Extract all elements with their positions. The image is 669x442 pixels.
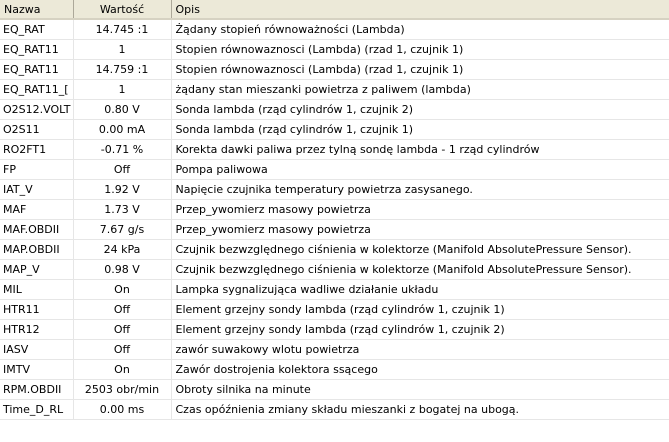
cell-name: EQ_RAT11 [0, 60, 73, 80]
cell-name: EQ_RAT11 [0, 40, 73, 60]
cell-name: Time_D_RL [0, 400, 73, 420]
table-row[interactable] [0, 200, 669, 220]
table-row[interactable] [0, 220, 669, 240]
table-row[interactable] [0, 80, 669, 100]
table-row[interactable] [0, 320, 669, 340]
cell-value: 14.759 :1 [73, 60, 171, 80]
cell-description: Element grzejny sondy lambda (rząd cylindrów 1, czujnik 1) [171, 300, 669, 320]
cell-value: On [73, 360, 171, 380]
table-row[interactable] [0, 400, 669, 420]
cell-name: IAT_V [0, 180, 73, 200]
table-row[interactable] [0, 120, 669, 140]
cell-value: 0.98 V [73, 260, 171, 280]
cell-name: O2S12.VOLT [0, 100, 73, 120]
cell-value: 2503 obr/min [73, 380, 171, 400]
table-row[interactable] [0, 19, 669, 40]
column-header-description[interactable]: Opis [171, 0, 669, 19]
cell-value: 14.745 :1 [73, 19, 171, 40]
column-header-value[interactable]: Wartość [73, 0, 171, 19]
table-header-row [0, 0, 669, 19]
cell-value: On [73, 280, 171, 300]
cell-description: Korekta dawki paliwa przez tylną sondę lambda - 1 rząd cylindrów [171, 140, 669, 160]
cell-description: Lampka sygnalizująca wadliwe działanie układu [171, 280, 669, 300]
cell-name: MAF [0, 200, 73, 220]
cell-description: Pompa paliwowa [171, 160, 669, 180]
cell-name: MIL [0, 280, 73, 300]
column-header-name[interactable]: Nazwa [0, 0, 73, 19]
cell-description: Żądany stopień równoważności (Lambda) [171, 19, 669, 40]
cell-description: Czas opóźnienia zmiany składu mieszanki z bogatej na ubogą. [171, 400, 669, 420]
cell-name: EQ_RAT11_[ [0, 80, 73, 100]
cell-description: Sonda lambda (rząd cylindrów 1, czujnik 1) [171, 120, 669, 140]
cell-description: Przep_ywomierz masowy powietrza [171, 220, 669, 240]
cell-name: IMTV [0, 360, 73, 380]
cell-description: Napięcie czujnika temperatury powietrza zasysanego. [171, 180, 669, 200]
cell-value: Off [73, 300, 171, 320]
cell-value: 1 [73, 40, 171, 60]
cell-value: 7.67 g/s [73, 220, 171, 240]
table-row[interactable] [0, 280, 669, 300]
cell-name: MAP_V [0, 260, 73, 280]
table-row[interactable] [0, 340, 669, 360]
table-row[interactable] [0, 360, 669, 380]
cell-value: Off [73, 340, 171, 360]
cell-description: Zawór dostrojenia kolektora ssącego [171, 360, 669, 380]
cell-value: Off [73, 160, 171, 180]
cell-description: Sonda lambda (rząd cylindrów 1, czujnik 2) [171, 100, 669, 120]
cell-description: Czujnik bezwzględnego ciśnienia w kolektorze (Manifold AbsolutePressure Sensor). [171, 260, 669, 280]
cell-name: EQ_RAT [0, 19, 73, 40]
cell-value: 24 kPa [73, 240, 171, 260]
table-row[interactable] [0, 60, 669, 80]
cell-name: RPM.OBDII [0, 380, 73, 400]
cell-value: 0.00 ms [73, 400, 171, 420]
table-row[interactable] [0, 160, 669, 180]
table-row[interactable] [0, 240, 669, 260]
cell-value: 1.73 V [73, 200, 171, 220]
cell-name: RO2FT1 [0, 140, 73, 160]
cell-description: Element grzejny sondy lambda (rząd cylindrów 1, czujnik 2) [171, 320, 669, 340]
table-row[interactable] [0, 260, 669, 280]
cell-name: MAF.OBDII [0, 220, 73, 240]
cell-description: zawór suwakowy wlotu powietrza [171, 340, 669, 360]
cell-description: Czujnik bezwzględnego ciśnienia w kolektorze (Manifold AbsolutePressure Sensor). [171, 240, 669, 260]
cell-name: HTR11 [0, 300, 73, 320]
cell-value: 1 [73, 80, 171, 100]
cell-description: Stopien równowaznosci (Lambda) (rzad 1, czujnik 1) [171, 40, 669, 60]
cell-value: 0.00 mA [73, 120, 171, 140]
table-row[interactable] [0, 300, 669, 320]
cell-value: 1.92 V [73, 180, 171, 200]
cell-description: Przep_ywomierz masowy powietrza [171, 200, 669, 220]
cell-name: FP [0, 160, 73, 180]
cell-name: HTR12 [0, 320, 73, 340]
cell-name: O2S11 [0, 120, 73, 140]
table-row[interactable] [0, 140, 669, 160]
table-row[interactable] [0, 380, 669, 400]
cell-name: MAP.OBDII [0, 240, 73, 260]
cell-value: -0.71 % [73, 140, 171, 160]
cell-description: żądany stan mieszanki powietrza z paliwem (lambda) [171, 80, 669, 100]
cell-value: Off [73, 320, 171, 340]
cell-description: Obroty silnika na minute [171, 380, 669, 400]
cell-value: 0.80 V [73, 100, 171, 120]
table-row[interactable] [0, 180, 669, 200]
table-row[interactable] [0, 100, 669, 120]
cell-description: Stopien równowaznosci (Lambda) (rzad 1, czujnik 1) [171, 60, 669, 80]
cell-name: IASV [0, 340, 73, 360]
table-row[interactable] [0, 40, 669, 60]
